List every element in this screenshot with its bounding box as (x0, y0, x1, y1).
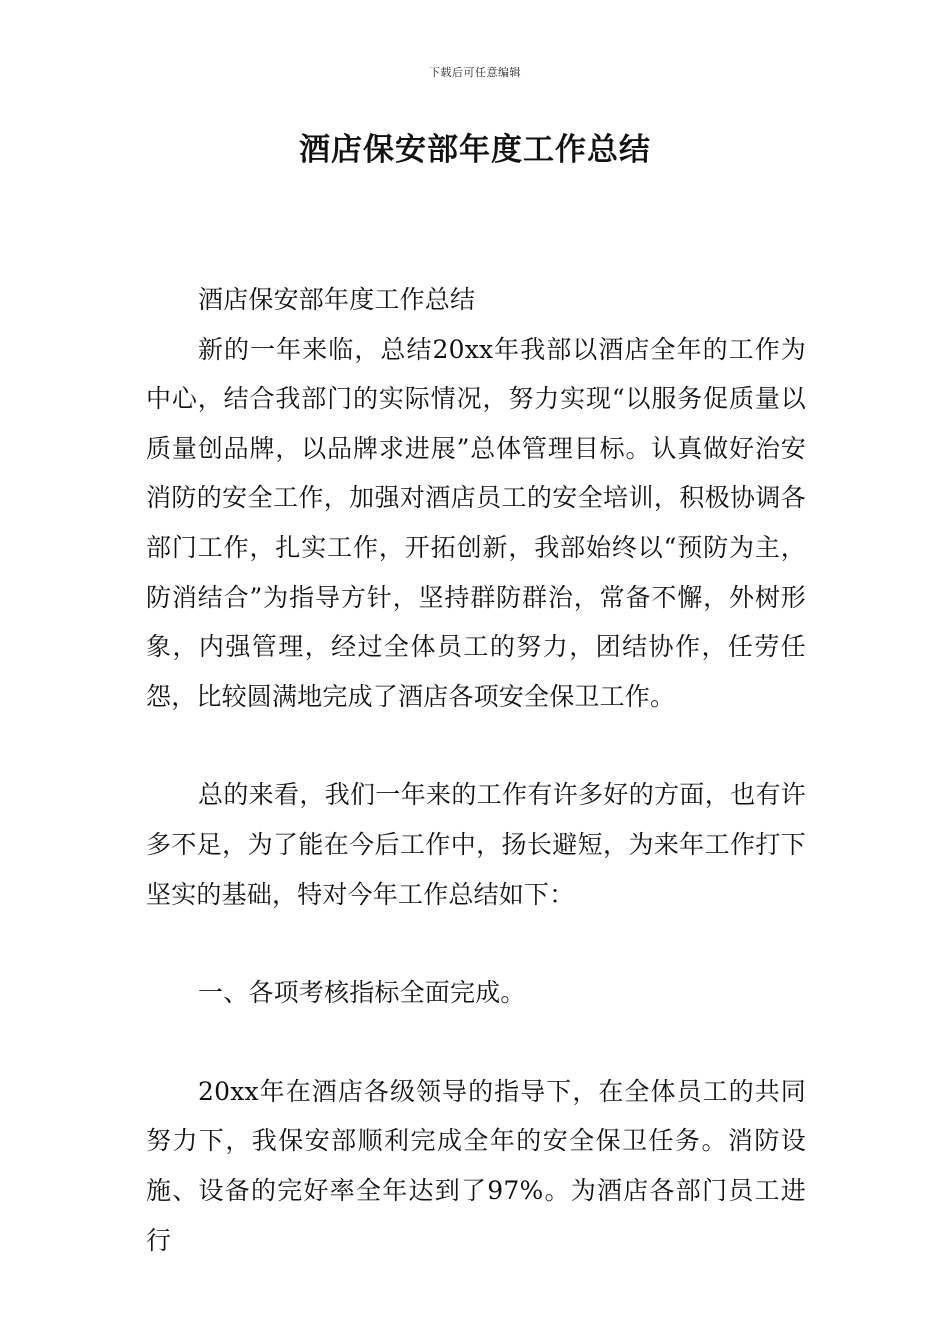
document-body (146, 275, 806, 1265)
paragraph-section-1: 20xx年在酒店各级领导的指导下，在全体员工的共同努力下，我保安部顺利完成全年的安全保卫任务。消防设施、设备的完好率全年达到了97%。为酒店各部门员工进行 (146, 1076, 806, 1255)
header-note: 下载后可任意编辑 (429, 66, 521, 79)
paragraph-spacer (146, 721, 806, 770)
paragraph-spacer (146, 919, 806, 968)
section-heading-1: 一、各项考核指标全面完成。 (198, 978, 526, 1008)
document-title: 酒店保安部年度工作总结 (299, 132, 651, 168)
paragraph-subtitle: 酒店保安部年度工作总结 (198, 285, 476, 314)
paragraph-spacer (146, 1018, 806, 1067)
paragraph-overview: 总的来看，我们一年来的工作有许多好的方面，也有许多不足，为了能在今后工作中，扬长避短，为来年工作打下坚实的基础，特对今年工作总结如下： (146, 780, 806, 909)
paragraph-intro: 新的一年来临，总结20xx年我部以酒店全年的工作为中心，结合我部门的实际情况，努力实现“以服务促质量以质量创品牌，以品牌求进展”总体管理目标。认真做好治安消防的安全工作，加强对酒店员工的安全培训，积极协调各部门工作，扎实工作，开拓创新，我部始终以“预防为主，防消结合”为指导方针，坚持群防群治，常备不懈，外树形象，内强管理，经过全体员工的努力，团结协作，任劳任怨，比较圆满地完成了酒店各项安全保卫工作。 (146, 334, 806, 711)
